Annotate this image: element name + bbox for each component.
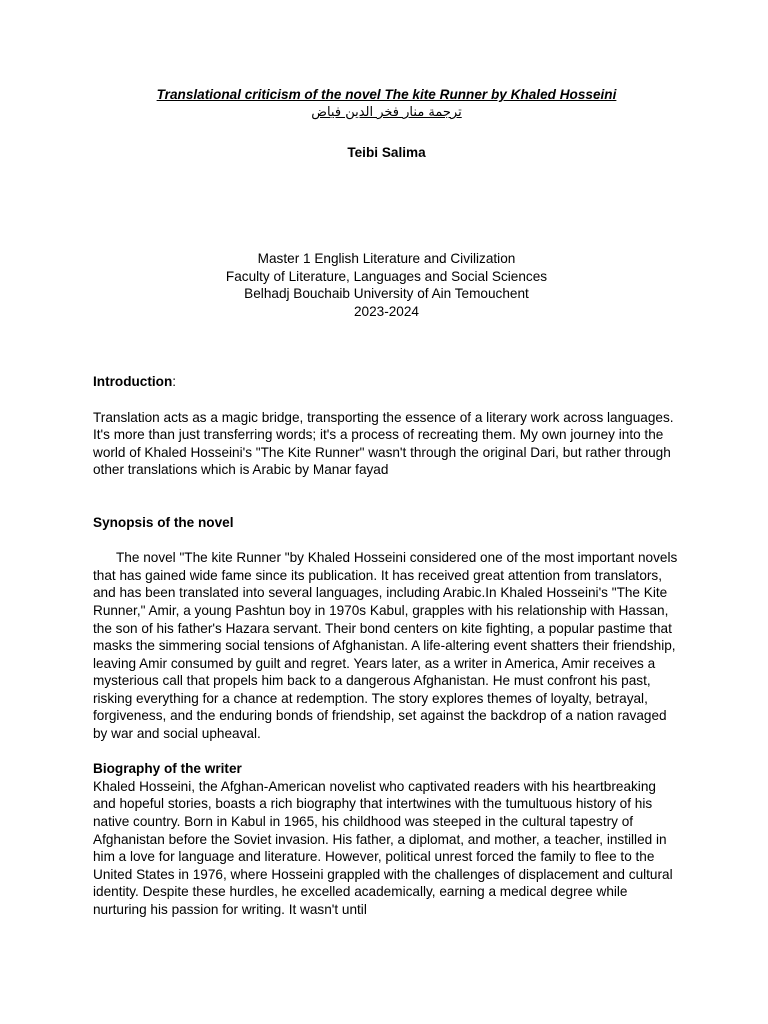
introduction-paragraph: Translation acts as a magic bridge, transporting the essence of a literary work across languages. It's more than just transferring words; it's a process of recreating them. My own journey into the world of Khaled Hosseini's "The Kite Runner" wasn't through the original Dari, but rather through other translations which is Arabic by Manar fayad	[93, 409, 674, 478]
biography-paragraph: Khaled Hosseini, the Afghan-American novelist who captivated readers with his heartbreaking and hopeful stories, boasts a rich biography that intertwines with the tumultuous history of his native country. Born in Kabul in 1965, his childhood was steeped in the cultural tapestry of Afghanistan before the Soviet invasion. His father, a diplomat, and mother, a teacher, instilled in him a love for language and literature. However, political unrest forced the family to flee to the United States in 1976, where Hosseini grappled with the challenges of displacement and cultural identity. Despite these hurdles, he excelled academically, earning a medical degree while nurturing his passion for writing. It wasn't until	[93, 778, 673, 917]
synopsis-paragraph: The novel "The kite Runner "by Khaled Hosseini considered one of the most important novels that has gained wide fame since its publication. It has received great attention from translators, and has been translated into several languages, including Arabic.In Khaled Hosseini's "The Kite Runner," Amir, a young Pashtun boy in 1970s Kabul, grapples with his relationship with Hassan, the son of his father's Hazara servant. Their bond centers on kite fighting, a popular pastime that masks the simmering social tensions of Afghanistan. A life-altering event shatters their friendship, leaving Amir consumed by guilt and regret. Years later, as a writer in America, Amir receives a mysterious call that propels him back to a dangerous Afghanistan. He must confront his past, risking everything for a chance at redemption. The story explores themes of loyalty, betrayal, forgiveness, and the enduring bonds of friendship, set against the backdrop of a nation ravaged by war and social upheaval.	[93, 550, 678, 742]
affiliation-program: Master 1 English Literature and Civilization	[257, 251, 516, 266]
title-block	[93, 0, 680, 162]
document-title: Translational criticism of the novel The kite Runner by Khaled Hosseini	[156, 87, 617, 102]
affiliation-faculty: Faculty of Literature, Languages and Social Sciences	[225, 268, 548, 284]
author-name: Teibi Salima	[347, 145, 426, 160]
affiliation-year: 2023-2024	[353, 303, 419, 319]
biography-heading: Biography of the writer	[93, 761, 242, 777]
introduction-heading: Introduction	[93, 374, 173, 390]
affiliation-block	[93, 250, 680, 320]
synopsis-section	[93, 514, 680, 743]
introduction-colon: :	[172, 374, 177, 390]
introduction-section	[93, 373, 680, 479]
affiliation-university: Belhadj Bouchaib University of Ain Temouchent	[244, 286, 529, 302]
synopsis-heading: Synopsis of the novel	[93, 514, 234, 530]
arabic-title: ترجمة منار فخر الدين فياض	[311, 105, 462, 120]
biography-section	[93, 760, 680, 918]
introduction-heading-line	[93, 373, 680, 391]
